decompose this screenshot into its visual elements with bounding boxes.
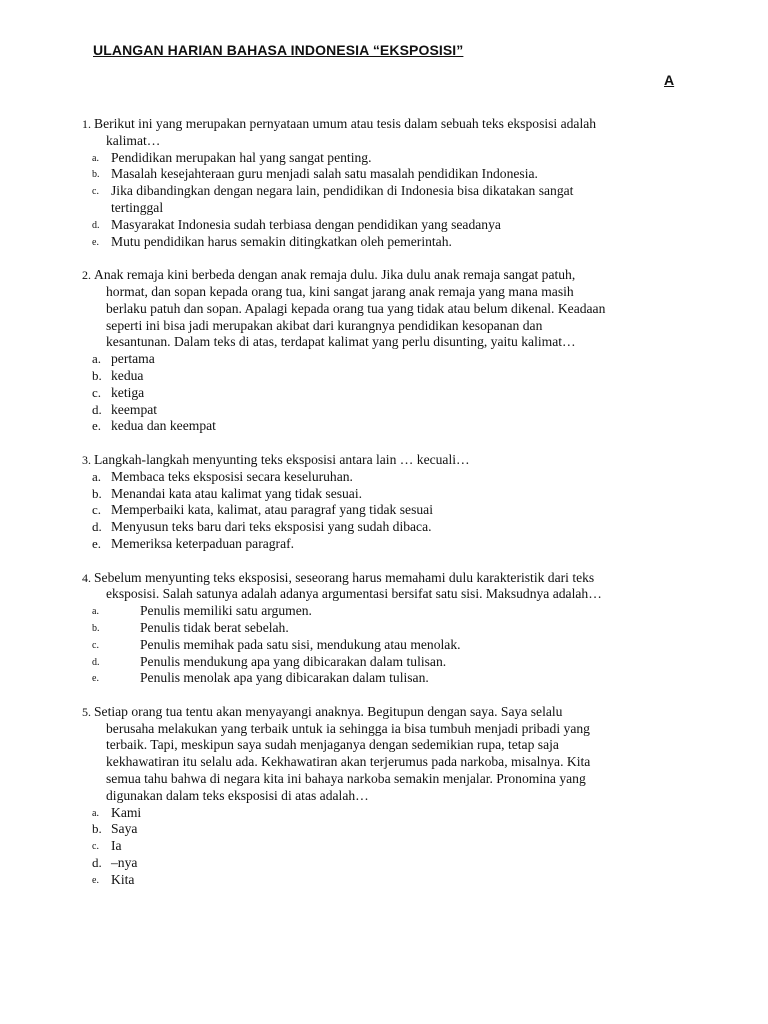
- option-letter: e.: [92, 874, 99, 886]
- option-text: Ia: [111, 838, 122, 854]
- option-text: Masalah kesejahteraan guru menjadi salah satu masalah pendidikan Indonesia.: [111, 166, 538, 182]
- option-text: Membaca teks eksposisi secara keseluruhan.: [111, 468, 353, 484]
- option-letter: d.: [92, 855, 102, 871]
- option-letter: d.: [92, 656, 100, 668]
- option-text: Penulis memiliki satu argumen.: [140, 603, 312, 619]
- question-text-line: Langkah-langkah menyunting teks eksposisi antara lain … kecuali…: [94, 451, 470, 467]
- option-letter: d.: [92, 519, 102, 535]
- answer-option: [82, 536, 682, 553]
- question-2: [82, 267, 682, 435]
- question-number: 3.: [82, 452, 91, 467]
- option-letter: a.: [92, 807, 99, 819]
- question-number: 2.: [82, 268, 91, 283]
- question-stem: [82, 570, 682, 604]
- question-stem: [82, 452, 682, 469]
- answer-option: [82, 351, 682, 368]
- option-letter: d.: [92, 401, 102, 417]
- option-text: Kita: [111, 871, 135, 887]
- answer-option: [82, 166, 682, 183]
- option-letter: c.: [92, 384, 102, 400]
- option-letter: c.: [92, 841, 99, 853]
- question-text-line: digunakan dalam teks eksposisi di atas adalah…: [106, 787, 369, 803]
- question-1: [82, 116, 682, 250]
- answer-option: [82, 217, 682, 234]
- option-letter: d.: [92, 219, 100, 231]
- option-text: pertama: [111, 351, 155, 367]
- option-letter: b.: [92, 485, 102, 501]
- option-letter: a.: [92, 152, 99, 164]
- question-text: [94, 267, 682, 351]
- question-list: [82, 116, 682, 905]
- option-text: Penulis tidak berat sebelah.: [140, 619, 289, 635]
- question-text-line: Berikut ini yang merupakan pernyataan umum atau tesis dalam sebuah teks eksposisi adalah: [94, 116, 597, 131]
- question-text-line: Anak remaja kini berbeda dengan anak remaja dulu. Jika dulu anak remaja sangat patuh,: [94, 267, 576, 283]
- answer-option: [82, 637, 682, 654]
- question-stem: [82, 116, 682, 150]
- answer-options: [82, 150, 682, 251]
- option-text: Mutu pendidikan harus semakin ditingkatkan oleh pemerintah.: [111, 233, 452, 249]
- option-text: kedua dan keempat: [111, 418, 216, 434]
- option-text: keempat: [111, 401, 158, 417]
- question-text-line: kesantunan. Dalam teks di atas, terdapat kalimat yang perlu disunting, yaitu kalimat…: [106, 334, 576, 350]
- option-letter: e.: [92, 418, 102, 434]
- answer-option: [82, 418, 682, 435]
- question-number: 1.: [82, 117, 91, 131]
- question-number: 4.: [82, 570, 91, 585]
- option-letter: a.: [92, 351, 102, 367]
- exam-title: ULANGAN HARIAN BAHASA INDONESIA “EKSPOSISI”: [93, 42, 464, 58]
- question-text-line: Sebelum menyunting teks eksposisi, seseorang harus memahami dulu karakteristik dari teks: [94, 569, 595, 585]
- option-letter: b.: [92, 169, 100, 181]
- answer-option: [82, 821, 682, 838]
- question-text-line: kekhawatiran itu selalu ada. Kekhawatiran akan terjerumus pada narkoba, misalnya. Kita: [106, 754, 591, 770]
- answer-option: [82, 402, 682, 419]
- question-text: [94, 704, 682, 805]
- option-text: Saya: [111, 821, 138, 837]
- question-4: [82, 570, 682, 688]
- option-letter: b.: [92, 622, 100, 634]
- question-text-line: Setiap orang tua tentu akan menyayangi anaknya. Begitupun dengan saya. Saya selalu: [94, 703, 563, 719]
- option-text: Menandai kata atau kalimat yang tidak sesuai.: [111, 485, 363, 501]
- question-number: 5.: [82, 704, 91, 719]
- option-text: kedua: [111, 367, 144, 383]
- option-text: Masyarakat Indonesia sudah terbiasa dengan pendidikan yang seadanya: [111, 216, 501, 232]
- answer-option: [82, 502, 682, 519]
- answer-options: [82, 469, 682, 553]
- option-text: Memperbaiki kata, kalimat, atau paragraf yang tidak sesuai: [111, 502, 433, 518]
- option-letter: c.: [92, 186, 99, 198]
- option-text: –nya: [111, 855, 138, 871]
- answer-options: [82, 603, 682, 687]
- answer-option: [82, 385, 682, 402]
- option-letter: e.: [92, 236, 99, 248]
- option-text: tertinggal: [111, 199, 164, 215]
- option-text: Memeriksa keterpaduan paragraf.: [111, 535, 295, 551]
- question-5: [82, 704, 682, 889]
- answer-option: [82, 368, 682, 385]
- answer-options: [82, 805, 682, 889]
- question-text-line: hormat, dan sopan kepada orang tua, kini sangat jarang anak remaja yang mana masih: [106, 283, 574, 299]
- question-stem: [82, 267, 682, 351]
- option-text: Penulis memihak pada satu sisi, mendukung atau menolak.: [140, 636, 461, 652]
- answer-option: [82, 620, 682, 637]
- option-letter: e.: [92, 535, 102, 551]
- question-text-line: seperti ini bisa jadi merupakan akibat dari kurangnya pendidikan kesopanan dan: [106, 317, 543, 333]
- question-text-line: semua tahu bahwa di negara kita ini bahaya narkoba semakin menjalar. Pronomina yang: [106, 771, 586, 787]
- answer-option: [82, 603, 682, 620]
- answer-option: [82, 183, 682, 217]
- option-letter: a.: [92, 468, 102, 484]
- option-letter: c.: [92, 502, 102, 518]
- answer-option: [82, 150, 682, 167]
- answer-options: [82, 351, 682, 435]
- option-text: Menyusun teks baru dari teks eksposisi yang sudah dibaca.: [111, 519, 432, 535]
- answer-option: [82, 670, 682, 687]
- option-letter: b.: [92, 821, 102, 837]
- answer-option: [82, 486, 682, 503]
- question-text-line: kalimat…: [106, 132, 161, 148]
- option-text: Penulis menolak apa yang dibicarakan dalam tulisan.: [140, 670, 429, 686]
- question-text-line: berusaha melakukan yang terbaik untuk ia sehingga ia bisa tumbuh menjadi pribadi yang: [106, 720, 590, 736]
- option-text: Kami: [111, 804, 142, 820]
- exam-variant-label: A: [664, 72, 675, 88]
- option-letter: a.: [92, 606, 99, 618]
- question-text: [94, 452, 682, 469]
- answer-option: [82, 855, 682, 872]
- question-text-line: terbaik. Tapi, meskipun saya sudah menjaganya dengan sedemikian rupa, tetap saja: [106, 737, 559, 753]
- option-text: Jika dibandingkan dengan negara lain, pendidikan di Indonesia bisa dikatakan sangat: [111, 183, 574, 199]
- question-text: [94, 116, 682, 150]
- question-stem: [82, 704, 682, 805]
- question-text: [94, 570, 682, 604]
- answer-option: [82, 654, 682, 671]
- answer-option: [82, 872, 682, 889]
- option-letter: c.: [92, 639, 99, 651]
- answer-option: [82, 838, 682, 855]
- option-text: Penulis mendukung apa yang dibicarakan dalam tulisan.: [140, 653, 447, 669]
- option-letter: b.: [92, 367, 102, 383]
- answer-option: [82, 469, 682, 486]
- option-text: Pendidikan merupakan hal yang sangat penting.: [111, 149, 372, 165]
- option-text: ketiga: [111, 384, 145, 400]
- answer-option: [82, 805, 682, 822]
- question-text-line: berlaku patuh dan sopan. Apalagi kepada orang tua yang tidak atau belum dikenal. Keadaan: [106, 300, 606, 316]
- answer-option: [82, 234, 682, 251]
- question-3: [82, 452, 682, 553]
- option-letter: e.: [92, 673, 99, 685]
- answer-option: [82, 519, 682, 536]
- question-text-line: eksposisi. Salah satunya adalah adanya argumentasi bersifat satu sisi. Maksudnya adalah…: [106, 586, 602, 602]
